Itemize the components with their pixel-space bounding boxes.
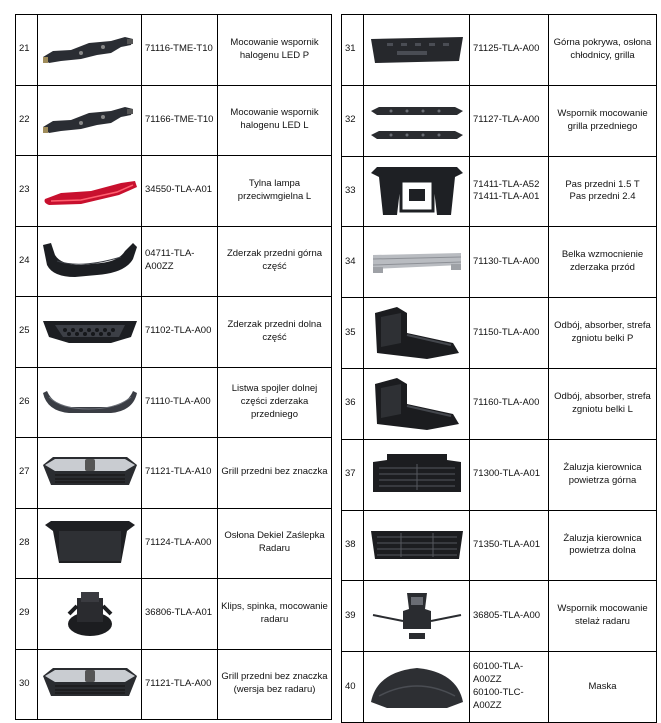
radiator-top-cover-icon (367, 33, 467, 67)
part-image-cell (364, 510, 470, 581)
part-description-cell: Zderzak przedni dolna część (218, 297, 332, 368)
part-image-cell (38, 579, 142, 650)
part-number-cell: 26 (16, 367, 38, 438)
part-number-cell: 29 (16, 579, 38, 650)
table-row (342, 581, 657, 652)
part-code-cell: 71160-TLA-A00 (470, 368, 549, 439)
part-number-cell: 34 (342, 227, 364, 298)
bumper-reinforcement-beam-icon (367, 247, 467, 277)
part-number-cell: 33 (342, 156, 364, 227)
radar-clip-icon (41, 588, 139, 640)
front-grill-icon (41, 453, 139, 493)
table-row (16, 579, 332, 650)
part-number-cell: 24 (16, 226, 38, 297)
part-description-cell: Odbój, absorber, strefa zgniotu belki P (549, 298, 657, 369)
part-number-cell: 31 (342, 15, 364, 86)
table-row (16, 156, 332, 227)
table-row (342, 368, 657, 439)
part-description-cell: Maska (549, 652, 657, 723)
part-image-cell (364, 439, 470, 510)
table-row (16, 438, 332, 509)
part-code-cell: 71300-TLA-A01 (470, 439, 549, 510)
part-description-cell: Klips, spinka, mocowanie radaru (218, 579, 332, 650)
part-description-cell: Żaluzja kierownica powietrza dolna (549, 510, 657, 581)
part-image-cell (364, 298, 470, 369)
grill-support-bracket-icon (367, 95, 467, 147)
part-code-cell: 71350-TLA-A01 (470, 510, 549, 581)
table-row (342, 227, 657, 298)
part-description-cell: Tylna lampa przeciwmgielna L (218, 156, 332, 227)
crash-absorber-left-icon (367, 374, 467, 434)
part-image-cell (364, 15, 470, 86)
table-row (16, 649, 332, 720)
part-code-cell: 36805-TLA-A00 (470, 581, 549, 652)
part-number-cell: 21 (16, 15, 38, 86)
part-description-cell: Pas przedni 1.5 T Pas przedni 2.4 (549, 156, 657, 227)
part-code-cell: 71127-TLA-A00 (470, 85, 549, 156)
part-code-cell: 71166-TME-T10 (142, 85, 218, 156)
part-description-cell: Wspornik mocowanie stelaż radaru (549, 581, 657, 652)
table-row (342, 156, 657, 227)
air-shutter-upper-icon (367, 450, 467, 500)
part-image-cell (364, 85, 470, 156)
part-code-cell: 71411-TLA-A52 71411-TLA-A01 (470, 156, 549, 227)
parts-table-right (341, 14, 657, 723)
front-bumper-lower-icon (41, 317, 139, 347)
part-image-cell (38, 649, 142, 720)
part-code-cell: 71116-TME-T10 (142, 15, 218, 86)
part-number-cell: 22 (16, 85, 38, 156)
part-number-cell: 32 (342, 85, 364, 156)
part-code-cell: 71130-TLA-A00 (470, 227, 549, 298)
table-row (16, 85, 332, 156)
parts-table-left (15, 14, 332, 720)
part-number-cell: 30 (16, 649, 38, 720)
part-description-cell: Wspornik mocowanie grilla przedniego (549, 85, 657, 156)
part-number-cell: 27 (16, 438, 38, 509)
part-code-cell: 71102-TLA-A00 (142, 297, 218, 368)
front-grill-no-radar-icon (41, 664, 139, 704)
led-bracket-right-icon (41, 35, 139, 65)
table-row (16, 367, 332, 438)
part-image-cell (364, 227, 470, 298)
front-bumper-upper-icon (41, 241, 139, 281)
part-code-cell: 71121-TLA-A10 (142, 438, 218, 509)
part-image-cell (364, 581, 470, 652)
radar-cover-icon (41, 517, 139, 569)
part-description-cell: Belka wzmocnienie zderzaka przód (549, 227, 657, 298)
part-code-cell: 04711-TLA-A00ZZ (142, 226, 218, 297)
part-code-cell: 71121-TLA-A00 (142, 649, 218, 720)
part-number-cell: 35 (342, 298, 364, 369)
part-image-cell (38, 226, 142, 297)
table-row (16, 15, 332, 86)
part-description-cell: Mocowanie wspornik halogenu LED P (218, 15, 332, 86)
part-code-cell: 60100-TLA-A00ZZ 60100-TLC-A00ZZ (470, 652, 549, 723)
part-number-cell: 38 (342, 510, 364, 581)
part-description-cell: Grill przedni bez znaczka (218, 438, 332, 509)
table-row (16, 226, 332, 297)
part-code-cell: 71150-TLA-A00 (470, 298, 549, 369)
air-shutter-lower-icon (367, 525, 467, 565)
table-row (16, 508, 332, 579)
part-code-cell: 71110-TLA-A00 (142, 367, 218, 438)
part-image-cell (38, 156, 142, 227)
table-row (342, 510, 657, 581)
table-row (342, 439, 657, 510)
rear-fog-lamp-icon (41, 173, 139, 209)
table-row (342, 15, 657, 86)
part-image-cell (364, 156, 470, 227)
part-description-cell: Listwa spojler dolnej części zderzaka przedniego (218, 367, 332, 438)
part-description-cell: Zderzak przedni górna część (218, 226, 332, 297)
part-number-cell: 39 (342, 581, 364, 652)
part-description-cell: Odbój, absorber, strefa zgniotu belki L (549, 368, 657, 439)
part-description-cell: Żaluzja kierownica powietrza górna (549, 439, 657, 510)
table-row (342, 652, 657, 723)
part-image-cell (38, 508, 142, 579)
part-image-cell (38, 85, 142, 156)
part-image-cell (38, 438, 142, 509)
part-number-cell: 23 (16, 156, 38, 227)
part-number-cell: 25 (16, 297, 38, 368)
part-number-cell: 28 (16, 508, 38, 579)
part-number-cell: 40 (342, 652, 364, 723)
part-description-cell: Osłona Dekiel Zaślepka Radaru (218, 508, 332, 579)
hood-icon (367, 662, 467, 712)
part-number-cell: 37 (342, 439, 364, 510)
part-image-cell (38, 15, 142, 86)
part-number-cell: 36 (342, 368, 364, 439)
part-description-cell: Górna pokrywa, osłona chłodnicy, grilla (549, 15, 657, 86)
part-code-cell: 71124-TLA-A00 (142, 508, 218, 579)
front-panel-icon (367, 161, 467, 221)
part-image-cell (38, 297, 142, 368)
lower-spoiler-strip-icon (41, 387, 139, 417)
part-code-cell: 36806-TLA-A01 (142, 579, 218, 650)
table-row (16, 297, 332, 368)
part-code-cell: 34550-TLA-A01 (142, 156, 218, 227)
part-image-cell (364, 368, 470, 439)
table-row (342, 85, 657, 156)
part-image-cell (38, 367, 142, 438)
part-image-cell (364, 652, 470, 723)
led-bracket-left-icon (41, 105, 139, 135)
part-description-cell: Mocowanie wspornik halogenu LED L (218, 85, 332, 156)
crash-absorber-right-icon (367, 303, 467, 363)
part-code-cell: 71125-TLA-A00 (470, 15, 549, 86)
table-row (342, 298, 657, 369)
radar-bracket-icon (367, 589, 467, 643)
part-description-cell: Grill przedni bez znaczka (wersja bez radaru) (218, 649, 332, 720)
